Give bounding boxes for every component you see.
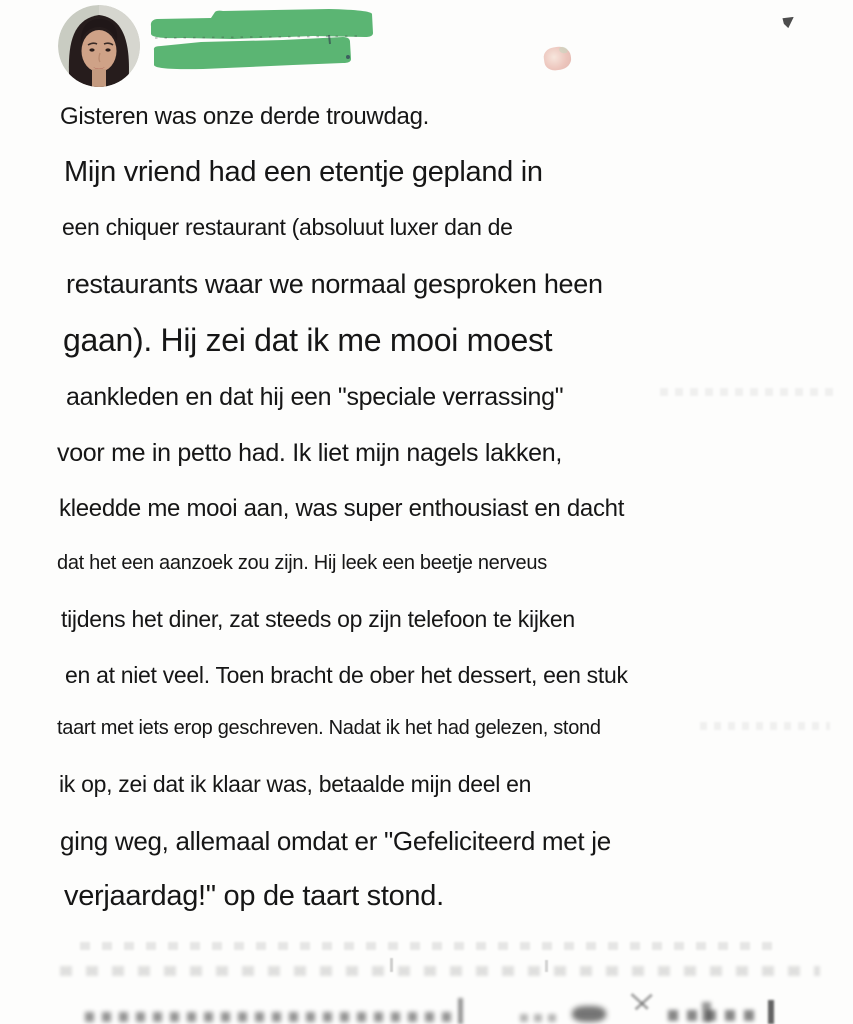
ghost-text-smear: [60, 966, 820, 976]
ghost-text-smear: [768, 1000, 774, 1024]
redaction-bars: [143, 6, 383, 78]
ghost-text-smear: [572, 1006, 606, 1022]
ghost-text-smear: [668, 1010, 758, 1021]
post-text-line: ging weg, allemaal omdat er "Gefeliciteerd met je: [60, 826, 611, 856]
ghost-text-smear: [80, 942, 780, 950]
ghost-text-smear: [458, 998, 463, 1024]
ghost-text-smear: [700, 722, 830, 730]
ghost-text-smear: [390, 958, 393, 972]
post-text-line: kleedde me mooi aan, was super enthousiast en dacht: [59, 495, 625, 522]
post-text-line: dat het een aanzoek zou zijn. Hij leek een beetje nerveus: [57, 552, 547, 574]
post-text-line: tijdens het diner, zat steeds op zijn telefoon te kijken: [61, 606, 575, 632]
post-text-line: restaurants waar we normaal gesproken heen: [66, 269, 603, 299]
post-text-line: aankleden en dat hij een "speciale verrassing": [66, 383, 564, 411]
post-text-line: voor me in petto had. Ik liet mijn nagels lakken,: [57, 439, 563, 467]
ghost-text-smear: [702, 1002, 711, 1022]
post-text-line: en at niet veel. Toen bracht de ober het dessert, een stuk: [65, 662, 628, 688]
ghost-text-smear: [545, 960, 548, 972]
ghost-text-smear: [520, 1014, 562, 1022]
cutoff-text-row: [0, 998, 853, 1024]
post-text-line: verjaardag!" op de taart stond.: [64, 880, 444, 912]
post-text-line: ik op, zei dat ik klaar was, betaalde mijn deel en: [59, 771, 532, 797]
post-text-line: een chiquer restaurant (absoluut luxer dan de: [62, 214, 513, 240]
redaction-bar-meta: [154, 37, 351, 69]
faded-peach-emoji: [543, 45, 573, 72]
avatar[interactable]: [58, 5, 140, 87]
ghost-text-smear: [660, 388, 840, 396]
redaction-bar-username: [151, 9, 373, 39]
post-text-line: Mijn vriend had een etentje gepland in: [64, 156, 543, 188]
ghost-text-smear: [85, 1012, 455, 1022]
post-text-line: Gisteren was onze derde trouwdag.: [60, 103, 429, 130]
post-text-line: taart met iets erop geschreven. Nadat ik het had gelezen, stond: [57, 717, 601, 739]
overflow-menu-remnant-icon: [781, 15, 794, 28]
avatar-image: [58, 5, 140, 87]
post-text-line: gaan). Hij zei dat ik me mooi moest: [63, 322, 553, 358]
